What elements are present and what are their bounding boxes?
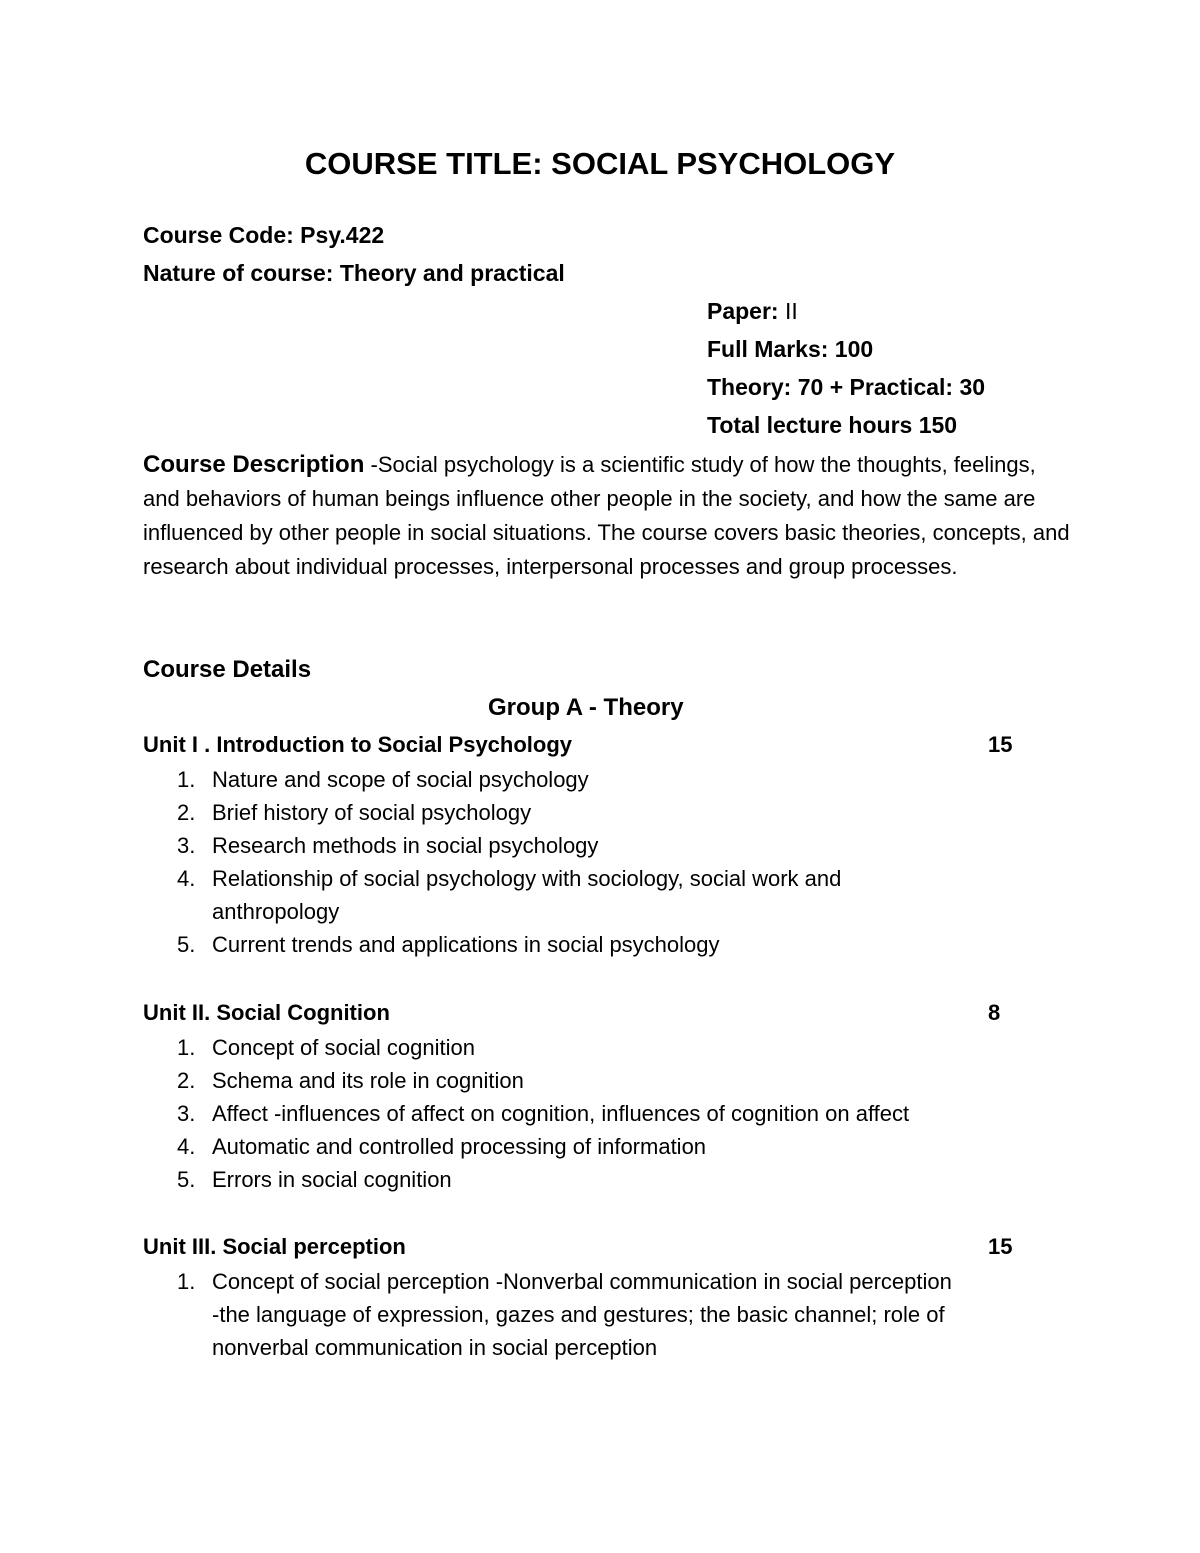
unit-item-list <box>143 1265 1043 1364</box>
item-number: 2. <box>177 1068 196 1093</box>
item-text: Concept of social cognition <box>212 1035 475 1060</box>
list-item <box>143 796 1043 829</box>
unit-hours: 15 <box>988 1234 1013 1259</box>
item-number: 5. <box>177 932 196 957</box>
list-item <box>143 1130 1043 1163</box>
item-text: Relationship of social psychology with sociology, social work and anthropology <box>212 866 842 924</box>
list-item <box>143 928 1043 961</box>
item-text: Brief history of social psychology <box>212 800 532 825</box>
item-number: 1. <box>177 767 196 792</box>
list-item <box>143 763 1043 796</box>
item-text: Errors in social cognition <box>212 1167 452 1192</box>
paper-label: Paper: <box>707 298 779 324</box>
total-lecture-hours: Total lecture hours 150 <box>707 412 958 438</box>
list-item <box>143 1064 1043 1097</box>
unit-item-list <box>143 1031 1043 1196</box>
unit-title: Unit II. Social Cognition <box>143 1000 390 1025</box>
item-text: Affect -influences of affect on cognition, influences of cognition on affect <box>212 1101 910 1126</box>
group-a-heading: Group A - Theory <box>488 694 684 721</box>
paper-value: II <box>778 298 798 324</box>
course-description <box>143 448 1073 584</box>
list-item <box>143 862 972 928</box>
unit-hours: 15 <box>988 732 1013 757</box>
course-description-text: -Social psychology is a scientific study of how the thoughts, feelings, and behaviors of human beings influence other people in the society, and how the same are influenced by other people in social situations. The course covers basic theories, concepts, and research about individual processes, interpersonal processes and group processes. <box>143 452 1070 579</box>
item-number: 4. <box>177 866 196 891</box>
paper-line <box>707 298 798 325</box>
item-number: 3. <box>177 1101 196 1126</box>
course-title: COURSE TITLE: SOCIAL PSYCHOLOGY <box>304 146 896 181</box>
item-number: 3. <box>177 833 196 858</box>
full-marks: Full Marks: 100 <box>707 336 874 362</box>
item-number: 5. <box>177 1167 196 1192</box>
item-text: Schema and its role in cognition <box>212 1068 524 1093</box>
unit-title: Unit III. Social perception <box>143 1234 406 1259</box>
course-nature: Nature of course: Theory and practical <box>143 260 565 286</box>
theory-practical: Theory: 70 + Practical: 30 <box>707 374 986 400</box>
item-number: 1. <box>177 1035 196 1060</box>
course-description-lead: Course Description <box>143 451 365 478</box>
list-item <box>143 1265 952 1364</box>
course-code: Course Code: Psy.422 <box>143 222 385 248</box>
list-item <box>143 1031 1043 1064</box>
list-item <box>143 829 1043 862</box>
item-text: Nature and scope of social psychology <box>212 767 589 792</box>
item-number: 4. <box>177 1134 196 1159</box>
item-text: Research methods in social psychology <box>212 833 599 858</box>
list-item <box>143 1163 1043 1196</box>
unit-hours: 8 <box>988 1000 1001 1025</box>
item-text: Automatic and controlled processing of information <box>212 1134 707 1159</box>
unit-title: Unit I . Introduction to Social Psychology <box>143 732 573 757</box>
unit-item-list <box>143 763 1043 961</box>
item-number: 2. <box>177 800 196 825</box>
list-item <box>143 1097 1043 1130</box>
item-number: 1. <box>177 1269 196 1294</box>
course-details-heading: Course Details <box>143 656 312 683</box>
item-text: Current trends and applications in social psychology <box>212 932 720 957</box>
item-text: Concept of social perception -Nonverbal communication in social perception -the language of expression, gazes and gestures; the basic channel; role of nonverbal communication in social perception <box>212 1269 952 1360</box>
